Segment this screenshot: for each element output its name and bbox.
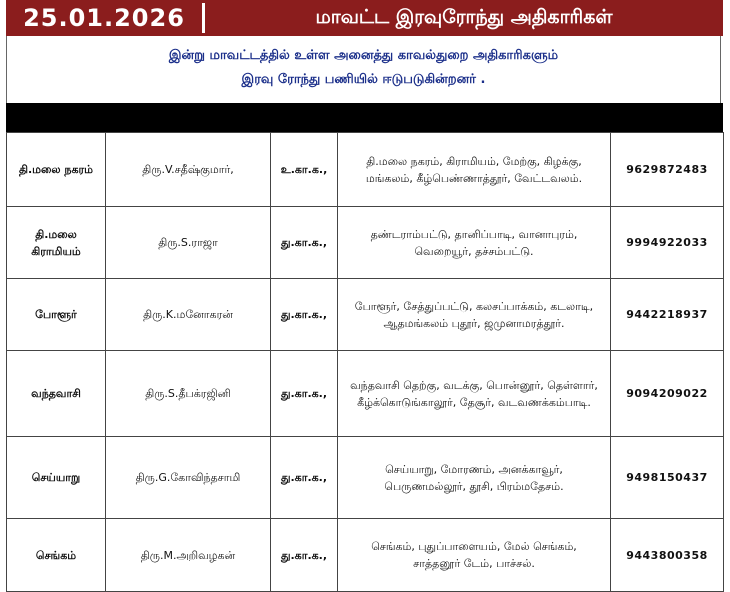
areas-cell xyxy=(338,437,611,519)
officer-cell: திரு.S.தீபக்ரஜினி xyxy=(106,351,271,437)
officer-cell: திரு.V.சதீஷ்குமார், xyxy=(106,133,271,207)
table-row xyxy=(7,133,724,207)
areas-line: கீழ்க்கொடுங்காலூர், தேசூர், வடவணக்கம்பாடி. xyxy=(357,395,591,409)
officer-cell: திரு.S.ராஜா xyxy=(106,207,271,279)
notice-line-1: இன்று மாவட்டத்தில் உள்ள அனைத்து காவல்துறை அதிகாரிகளும் xyxy=(168,48,559,63)
station-cell: வந்தவாசி xyxy=(7,351,106,437)
station-cell: தி.மலை நகரம் xyxy=(7,133,106,207)
areas-line: தண்டராம்பட்டு, தானிப்பாடி, வானாபுரம், xyxy=(370,227,578,241)
phone-cell: 9094209022 xyxy=(611,351,724,437)
table-row xyxy=(7,207,724,279)
areas-line: செங்கம், புதுப்பாளையம், மேல் செங்கம், xyxy=(371,540,577,553)
areas-cell xyxy=(338,207,611,279)
areas-cell xyxy=(338,279,611,351)
table-header-band xyxy=(6,103,723,132)
notice-line-2: இரவு ரோந்து பணியில் ஈடுபடுகின்றனர் . xyxy=(241,72,486,87)
station-cell: தி.மலை கிராமியம் xyxy=(7,207,106,279)
areas-line: வந்தவாசி தெற்கு, வடக்கு, பொன்னூர், தெள்ளார், xyxy=(350,378,598,392)
rank-cell: து.கா.க., xyxy=(271,437,338,519)
notice xyxy=(6,36,721,103)
areas-line: பெருணமல்லூர், தூசி, பிரம்மதேசம். xyxy=(384,479,564,493)
officers-table xyxy=(6,132,724,592)
areas-cell xyxy=(338,351,611,437)
rank-cell: து.கா.க., xyxy=(271,279,338,351)
header-bar xyxy=(6,0,723,36)
areas-line: மங்கலம், கீழ்பெண்ணாத்தூர், வேட்டவலம். xyxy=(365,171,583,185)
page-title: மாவட்ட இரவுரோந்து அதிகாரிகள் xyxy=(315,5,613,28)
table-row xyxy=(7,279,724,351)
phone-cell: 9994922033 xyxy=(611,207,724,279)
officer-cell: திரு.K.மனோகரன் xyxy=(106,279,271,351)
rank-cell: து.கா.க., xyxy=(271,351,338,437)
table-row xyxy=(7,519,724,592)
phone-cell: 9442218937 xyxy=(611,279,724,351)
rank-cell: உ.கா.க., xyxy=(271,133,338,207)
station-cell: செங்கம் xyxy=(7,519,106,592)
table-row xyxy=(7,437,724,519)
areas-line: செய்யாறு, மோரணம், அனக்காவூர், xyxy=(385,462,563,476)
officer-cell: திரு.M.அறிவழகன் xyxy=(106,519,271,592)
station-cell: செய்யாறு xyxy=(7,437,106,519)
table-row xyxy=(7,351,724,437)
rank-cell: து.கா.க., xyxy=(271,519,338,592)
rank-cell: து.கா.க., xyxy=(271,207,338,279)
phone-cell: 9629872483 xyxy=(611,133,724,207)
areas-line: சாத்தனூர் டேம், பாச்சல். xyxy=(413,557,535,570)
phone-cell: 9498150437 xyxy=(611,437,724,519)
areas-line: ஆதமங்கலம் புதூர், ஜமுனாமரத்தூர். xyxy=(383,316,565,330)
station-cell: போளூர் xyxy=(7,279,106,351)
areas-line: வெறையூர், தச்சம்பட்டு. xyxy=(414,244,534,258)
officer-cell: திரு.G.கோவிந்தசாமி xyxy=(106,437,271,519)
phone-cell: 9443800358 xyxy=(611,519,724,592)
areas-line: போளூர், சேத்துப்பட்டு, கலசப்பாக்கம், கடலாடி, xyxy=(354,299,594,313)
areas-cell xyxy=(338,133,611,207)
header-date: 25.01.2026 xyxy=(23,4,185,32)
areas-line: தி.மலை நகரம், கிராமியம், மேற்கு, கிழக்கு, xyxy=(366,154,582,168)
areas-cell xyxy=(338,519,611,592)
